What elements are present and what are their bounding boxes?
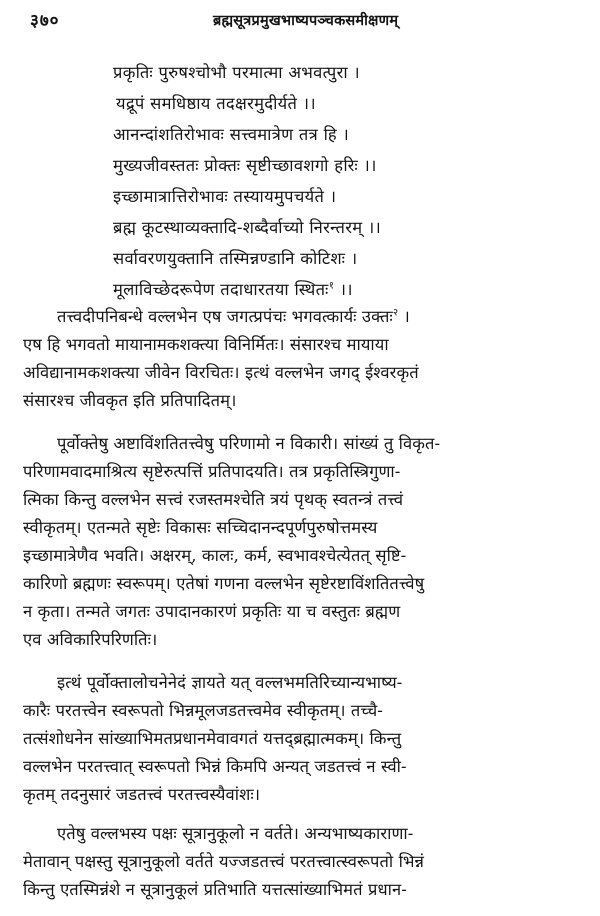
paragraph-line: त्मिका किन्तु वल्लभेन सत्त्वं रजस्तमश्चेति त्रयं पृथक् स्वतन्त्रं तत्त्वं	[23, 490, 404, 509]
paragraph-line: पूर्वोक्तेषु अष्टाविंशतितत्त्वेषु परिणामो न विकारी। सांख्यं तु विकृत-	[57, 434, 441, 453]
page-number: ३७०	[30, 11, 60, 31]
verse-line: यद्रूपं समधिष्ठाय तदक्षरमुदीर्यते ।।	[116, 94, 316, 113]
verse-end-danda: ।।	[339, 280, 353, 299]
verse-line: इच्छामात्रात्तिरोभावः तस्यायमुपचर्यते ।	[113, 187, 337, 206]
paragraph-line: संसारश्च जीवकृत इति प्रतिपादितम्।	[23, 391, 237, 410]
verse-text: मूलाविच्छेदरूपेण तदाधारतया स्थितः	[113, 280, 329, 299]
paragraph-line: वल्लभेन परतत्त्वात् स्वरूपतो भिन्नं किमपि अन्यत् जडतत्त्वं न स्वी-	[23, 757, 407, 776]
paragraph-line: स्वीकृतम्। एतन्मते सृष्टेः विकासः सच्चिदानन्दपूर्णपुरुषोत्तमस्य	[23, 518, 378, 537]
verse-line: प्रकृतिः पुरुषश्चोभौ परमात्मा अभवत्पुरा ।	[113, 63, 360, 82]
danda: ।	[398, 307, 410, 326]
paragraph-line: एव अविकारिपरिणतिः।	[23, 630, 158, 649]
text-run: तत्त्वदीपनिबन्धे वल्लभेन एष जगत्प्रपंचः भगवत्कार्यः उक्तः	[57, 307, 393, 326]
paragraph-line: कृतम् तदनुसारं जडतत्त्वं परतत्त्वस्यैवांशः।	[23, 785, 261, 804]
verse-line: ब्रह्म कूटस्थाव्यक्तादि-शब्दैर्वाच्यो निरन्तरम् ।।	[113, 218, 382, 237]
verse-line: आनन्दांशतिरोभावः सत्त्वमात्रेण तत्र हि ।	[113, 125, 350, 144]
footnote-mark: २	[392, 307, 399, 319]
paragraph-line	[57, 304, 585, 327]
paragraph-line: एतेषु वल्लभस्य पक्षः सूत्रानुकूलो न वर्तते। अन्यभाष्यकाराणा-	[57, 824, 414, 843]
verse-line: सर्वावरणयुक्तानि तस्मिन्नण्डानि कोटिशः ।	[113, 249, 358, 268]
paragraph-line: अविद्यानामकशक्त्या जीवेन विरचितः। इत्थं वल्लभेन जगद् ईश्वरकृतं	[23, 363, 419, 382]
paragraph-line: मेतावान् पक्षस्तु सूत्रानुकूलो वर्तते यज्जडतत्त्वं परतत्त्वात्स्वरूपतो भिन्नं	[23, 852, 425, 871]
paragraph-line: इच्छामात्रेणैव भवति। अक्षरम्, कालः, कर्म, स्वभावश्चेत्येतत् सृष्टि-	[23, 546, 407, 565]
paragraph-line: इत्थं पूर्वोक्तालोचनेनेदं ज्ञायते यत् वल्लभमतिरिच्यान्यभाष्य-	[57, 673, 403, 692]
paragraph-line: परिणामवादमाश्रित्य सृष्टेरुत्पत्तिं प्रतिपादयति। तत्र प्रकृतिस्त्रिगुणा-	[23, 462, 401, 481]
page-header	[18, 4, 578, 34]
paragraph-line: तत्संशोधनेन सांख्याभिमतप्रधानमेवावगतं यत्तद्ब्रह्मात्मकम्। किन्तु	[23, 729, 402, 748]
running-title: ब्रह्मसूत्रप्रमुखभाष्यपञ्चकसमीक्षणम्	[213, 12, 399, 29]
paragraph-line: कारिणो ब्रह्मणः स्वरूपम्। एतेषां गणना वल्लभेन सृष्टेरष्टाविंशतितत्त्वेषु	[23, 574, 425, 593]
paragraph-line: किन्तु एतस्मिन्नंशे न सूत्रानुकूलं प्रतिभाति यत्तत्सांख्याभिमतं प्रधान-	[23, 880, 407, 899]
footnote-mark: १	[328, 280, 335, 292]
verse-line: मुख्यजीवस्ततः प्रोक्तः सृष्टीच्छावशगो हरिः ।।	[113, 156, 377, 175]
paragraph-line: न कृता। तन्मते जगतः उपादानकारणं प्रकृतिः या च वस्तुतः ब्रह्मण	[23, 602, 401, 621]
paragraph-line: कारैः परतत्त्वेन स्वरूपतो भिन्नमूलजडतत्त्वमेव स्वीकृतम्। तच्चै-	[23, 701, 383, 720]
paragraph-line: एष हि भगवतो मायानामकशक्त्या विनिर्मितः। संसारश्च मायाया	[23, 335, 389, 354]
verse-line	[113, 277, 353, 300]
